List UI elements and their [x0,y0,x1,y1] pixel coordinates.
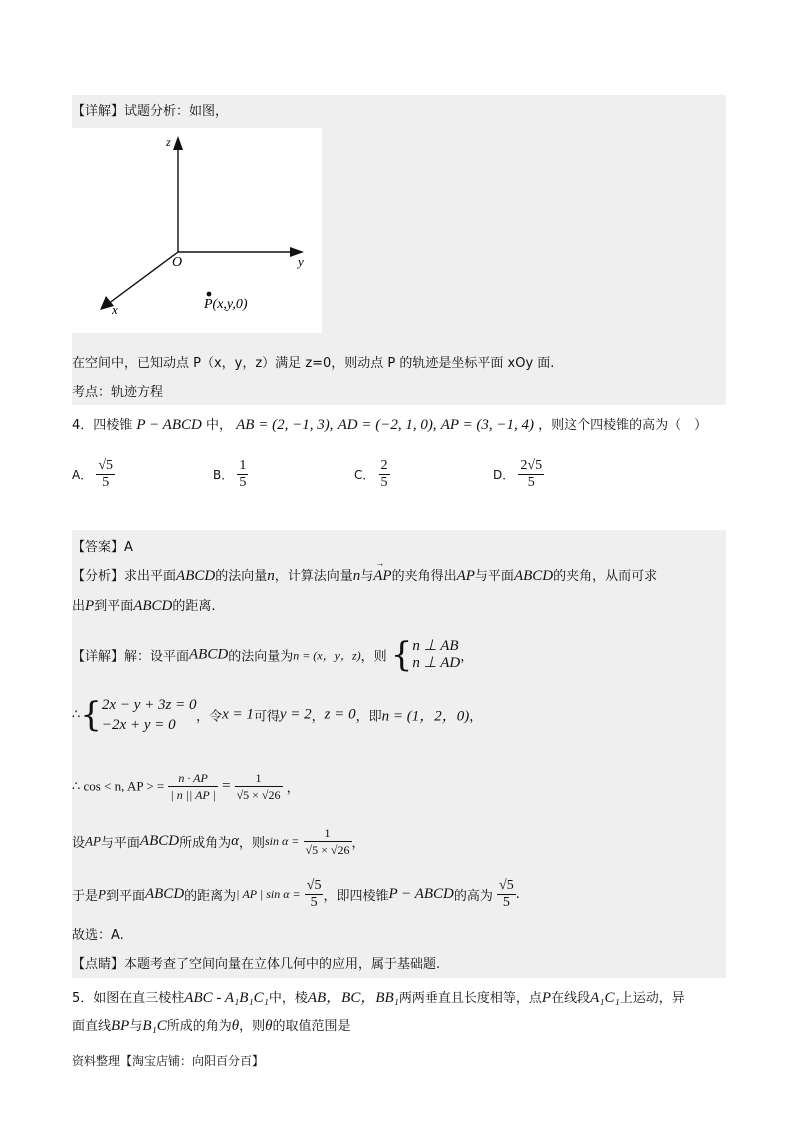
option-a-letter: A． [72,468,93,482]
distance-text: 的距离为 [184,889,237,904]
comment-line: 【点睛】本题考查了空间向量在立体几何中的应用，属于基础题. [72,957,441,972]
x-axis-label: x [112,302,118,317]
distance-text: 于是 [72,889,99,904]
option-c-fraction [379,458,390,491]
analysis-text: 与平面 [474,569,514,584]
q4-option-d[interactable] [493,458,544,491]
q5-text: ，则 [239,1019,266,1034]
option-c-letter: C． [354,468,375,482]
analysis-text: 的法向量 [215,569,268,584]
solve-line [72,695,482,735]
solve-text: ，即 [355,709,382,725]
distance-text: 的高为 [453,889,493,904]
distance-line [72,878,520,911]
distance-math: P [98,886,106,902]
q4-vector-ab: AB = (2, −1, 3), [236,417,334,433]
option-c-num: 2 [380,458,388,473]
q5-text: 5．如图在直三棱柱 [72,991,185,1006]
analysis-text: 出 [72,599,86,614]
cos-end: ， [286,781,300,796]
angle-text: 设 [72,836,86,851]
equation-system [101,695,197,735]
equation-2: −2x + y = 0 [101,717,176,733]
y-axis-label: y [298,254,304,269]
q4-vector-ap: AP = (3, −1, 4) [440,417,534,433]
origin-label: O [172,255,183,270]
option-a-num: √5 [98,458,114,473]
angle-end: ， [351,836,365,851]
distance-den: 5 [305,894,324,911]
option-c-den: 5 [380,475,388,490]
q5-line-1 [72,986,685,1007]
analysis-text: 的距离. [172,599,216,614]
q4-number: 4．四棱锥 [72,418,133,433]
solve-text: ， [311,709,325,725]
q5-text: 上运动，异 [619,991,685,1006]
q4-option-b[interactable] [213,458,248,491]
q5-math: θ [231,1018,240,1034]
distance-text: 到平面 [105,889,145,904]
option-d-fraction [518,458,544,491]
analysis-text: 的夹角得出 [391,569,457,584]
solve-text: ，令 [196,709,223,725]
detail-text: 的法向量为 [228,649,294,665]
option-a-fraction [96,458,115,491]
detail-math: n = (x，y，z) [293,648,361,663]
height-fraction [497,878,516,911]
analysis-math: → AP [373,568,391,585]
q4-vector-ad: AD = (−2, 1, 0), [337,417,437,433]
detail-text: ， [460,649,474,665]
choose-line: 故选：A. [72,928,124,943]
detail-heading: 【详解】试题分析：如图， [72,104,229,119]
cos-den-2: √5 × √26 [236,788,281,802]
q4-in: 中， [205,418,232,433]
q4-option-c[interactable] [354,458,390,491]
footer: 资料整理【淘宝店铺：向阳百分百】 [72,1054,265,1068]
angle-text: 所成角为 [179,836,232,851]
normal-vector: n = (1，2，0) [381,708,470,725]
angle-alpha: α [231,833,239,849]
sin-alpha: sin α = [265,834,300,848]
kaodian: 考点：轨迹方程 [72,385,164,400]
analysis-math: n [267,568,275,584]
q5-math: BP [111,1018,130,1034]
distance-text: ，即四棱锥 [323,889,389,904]
equation-1: 2x − y + 3z = 0 [101,697,197,713]
equation-brace: { [80,695,102,735]
option-d-den: 5 [518,474,544,491]
analysis-math: ABCD [133,598,173,614]
cos-fraction-2 [235,770,283,803]
option-a-den: 5 [96,474,115,491]
analysis-math: ABCD [176,568,216,584]
distance-end: . [515,887,520,902]
option-b-den: 5 [239,475,247,490]
q5-line-2 [72,1015,351,1035]
analysis-label: 【分析】 [72,569,125,584]
distance-fraction [305,878,324,911]
axes-diagram [72,128,322,333]
q5-text: 中，棱 [268,991,308,1006]
angle-line [72,825,365,858]
analysis-math: ABCD [513,568,554,584]
detail-math: ABCD [189,646,229,663]
q5-math: P [541,990,552,1006]
q4-stem [72,414,707,434]
solve-math: y = 2 [279,706,312,723]
q5-math: ABC - A₁B₁C₁ [184,990,269,1006]
cos-den-1: | n || AP | [170,788,216,802]
perp-eq-2: n ⊥ AD [412,655,461,671]
height-num: √5 [499,878,514,893]
axes-figure [72,128,322,333]
detail-text: 【详解】解：设平面 [72,649,190,665]
perp-eq-1: n ⊥ AB [412,638,459,654]
sin-num: 1 [324,826,331,840]
q4-option-a[interactable] [72,458,115,491]
therefore-symbol: ∴ [72,707,81,723]
q5-math: A₁C₁ [590,990,620,1006]
detail-line [72,635,474,675]
solve-text: ， [469,709,483,725]
angle-text: ，则 [238,836,265,851]
analysis-math: P [85,598,95,614]
cos-num-2: 1 [255,771,262,785]
q5-text: 面直线 [72,1019,112,1034]
option-d-letter: D． [493,468,515,482]
analysis-text: 求出平面 [124,569,177,584]
cos-line [72,770,300,803]
z-axis-label: z [166,135,171,149]
detail-text: 在空间中，已知动点 P（x，y，z）满足 z=0，则动点 P 的轨迹是坐标平面 xOy 面. [72,356,555,371]
solve-math: z = 0 [324,706,356,723]
q5-text: 在线段 [551,991,591,1006]
analysis-text: 的夹角，从而可求 [553,569,658,584]
q4-solid: P − ABCD [136,417,202,433]
angle-text: 与平面 [100,836,140,851]
q5-text: 所成的角为 [166,1019,232,1034]
q5-math: AB，BC，BB₁ [307,990,399,1006]
q5-text: 与 [129,1019,143,1034]
distance-num: √5 [306,878,322,893]
cos-equals: = [221,778,231,794]
detail-text: ，则 [360,649,387,665]
q5-text: 两两垂直且长度相等，点 [398,991,542,1006]
system-brace: { [390,635,413,675]
distance-expr: | AP | sin α = [236,887,301,901]
solve-text: 可得 [253,709,280,725]
analysis-line-1 [72,565,657,585]
sin-den: √5 × √26 [305,843,350,857]
sin-fraction [304,825,352,858]
q5-math: θ [265,1018,273,1034]
angle-math: AP [85,833,101,849]
analysis-math: AP [456,568,475,584]
option-b-num: 1 [239,458,247,473]
distance-math: ABCD [144,886,185,902]
point-p-label: P(x,y,0) [204,297,248,312]
option-b-letter: B． [213,468,234,482]
height-den: 5 [497,894,516,911]
cos-lhs: ∴ cos < n, AP > = [72,778,165,794]
solve-math: x = 1 [222,706,254,723]
q5-math: B₁C [142,1018,167,1034]
perp-system [412,638,460,672]
q4-tail: ，则这个四棱锥的高为（ ） [538,418,708,433]
cos-fraction-1 [168,770,217,803]
distance-math: P − ABCD [388,886,454,902]
q5-text: 的取值范围是 [272,1019,351,1034]
answer-label: 【答案】A [72,540,133,555]
option-b-fraction [237,458,248,491]
option-d-num: 2√5 [520,458,543,473]
analysis-text: ，计算法向量 [274,569,353,584]
cos-num-1: n · AP [178,771,208,785]
analysis-text: 与 [360,569,374,584]
analysis-text: 到平面 [94,599,134,614]
angle-math: ABCD [139,833,180,849]
analysis-line-2 [72,595,216,615]
analysis-math: n [352,568,361,584]
